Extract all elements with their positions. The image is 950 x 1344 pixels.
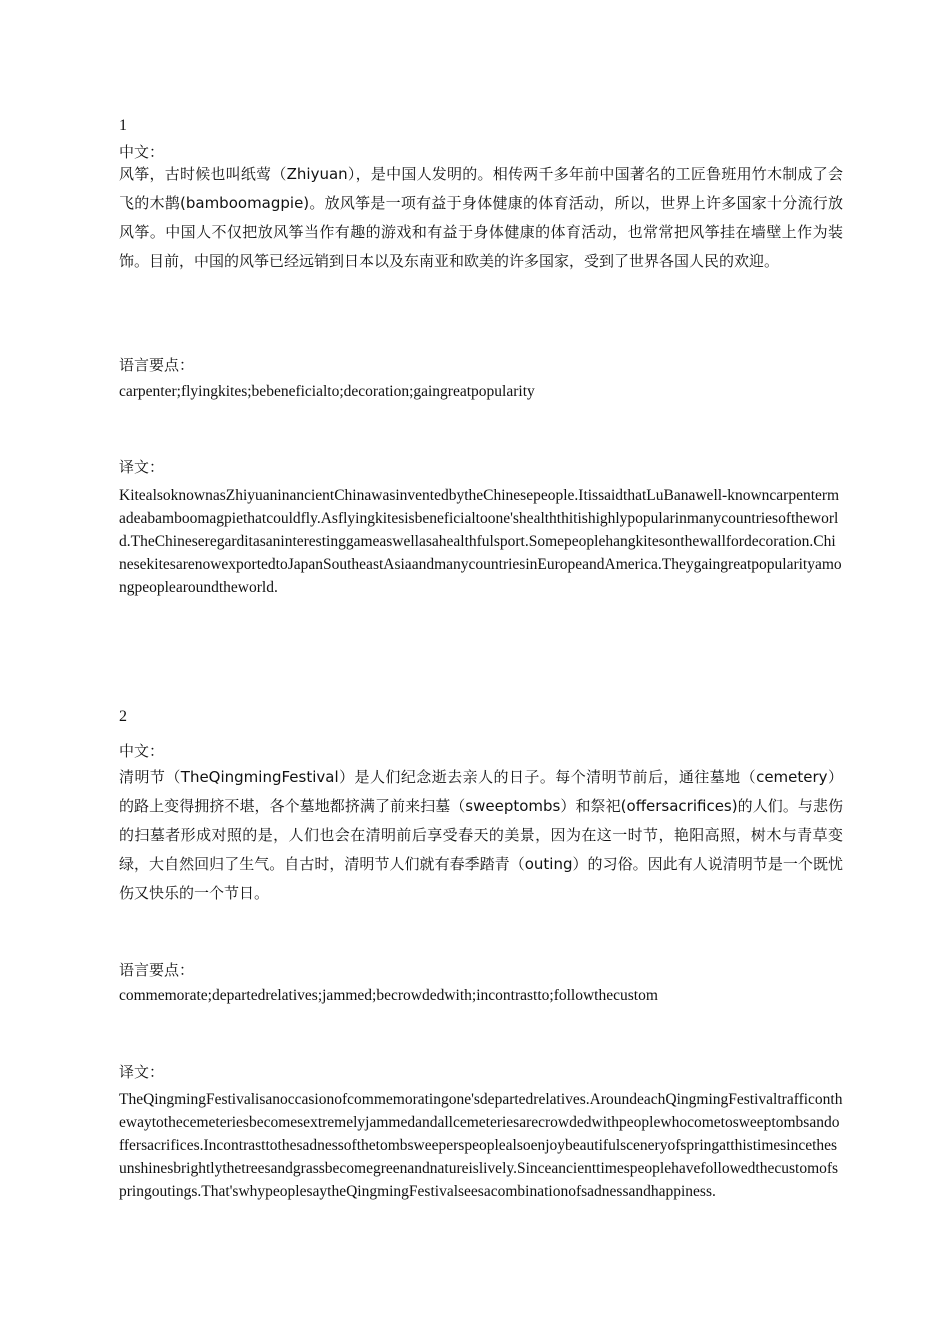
section-2-chinese-label: 中文： — [119, 742, 165, 760]
section-1-translation: KitealsoknownasZhiyuaninancientChinawasinventedbytheChinesepeople.ItissaidthatLuBanawell-knowncarpentermadeabamboomagpiethatcouldfly.Asflyingkitesisbeneficialtoone'shealththitishighlypopularinmanycountriesoftheworld.TheChineseregarditasaninterestinggameaswellasahealthfulsport.Somepeoplehangkitesonthewallfordecoration.ChinesekitesarenowexportedtoJapanSoutheastAsiaandmanycountriesinEuropeandAmerica.Theygaingreatpopularityamongpeoplearoundtheworld. — [119, 487, 842, 596]
section-1-number: 1 — [119, 117, 127, 134]
section-1-keypoints: carpenter;flyingkites;bebeneficialto;decoration;gaingreatpopularity — [119, 383, 535, 400]
section-1-chinese-text: 风筝，古时候也叫纸莺（Zhiyuan），是中国人发明的。相传两千多年前中国著名的工匠鲁班用竹木制成了会飞的木鹊(bamboomagpie)。放风筝是一项有益于身体健康的体育活动，所以，世界上许多国家十分流行放风筝。中国人不仅把放风筝当作有趣的游戏和有益于身体健康的体育活动，也常常把风筝挂在墙壁上作为装饰。目前，中国的风筝已经远销到日本以及东南亚和欧美的许多国家，受到了世界各国人民的欢迎。 — [119, 165, 843, 270]
section-2-translation-label: 译文： — [119, 1063, 165, 1081]
section-2-keypoints: commemorate;departedrelatives;jammed;becrowdedwith;incontrastto;followthecustom — [119, 987, 658, 1004]
section-2-chinese-text: 清明节（TheQingmingFestival）是人们纪念逝去亲人的日子。每个清明节前后，通往墓地（cemetery）的路上变得拥挤不堪，各个墓地都挤满了前来扫墓（sweeptombs）和祭祀(offersacrifices)的人们。与悲伤的扫墓者形成对照的是，人们也会在清明前后享受春天的美景，因为在这一时节，艳阳高照，树木与青草变绿，大自然回归了生气。自古时，清明节人们就有春季踏青（outing）的习俗。因此有人说清明节是一个既忧伤又快乐的一个节日。 — [119, 768, 843, 902]
section-1-keypoints-label: 语言要点： — [119, 356, 195, 374]
section-1-chinese-label: 中文： — [119, 143, 165, 161]
section-2-keypoints-label: 语言要点： — [119, 961, 195, 979]
section-2-number: 2 — [119, 708, 127, 725]
section-1-translation-label: 译文： — [119, 458, 165, 476]
section-2-translation: TheQingmingFestivalisanoccasionofcommemoratingone'sdepartedrelatives.AroundeachQingmingFestivaltrafficonthewaytothecemeteriesbecomesextremelyjammedandallcemeteriesarecrowdedwithpeoplewhocometosweeptombsandoffersacrifices.Incontrasttothesadnessofthetombsweeperspeoplealsoenjoybeautifulsceneryofspringatthistimesincethesunshinesbrightlythetreesandgrassbecomegreenandnatureislively.Sinceancienttimespeoplehavefollowedthecustomofspringoutings.That'swhypeoplesaytheQingmingFestivalseesacombinationofsadnessandhappiness. — [119, 1091, 843, 1200]
